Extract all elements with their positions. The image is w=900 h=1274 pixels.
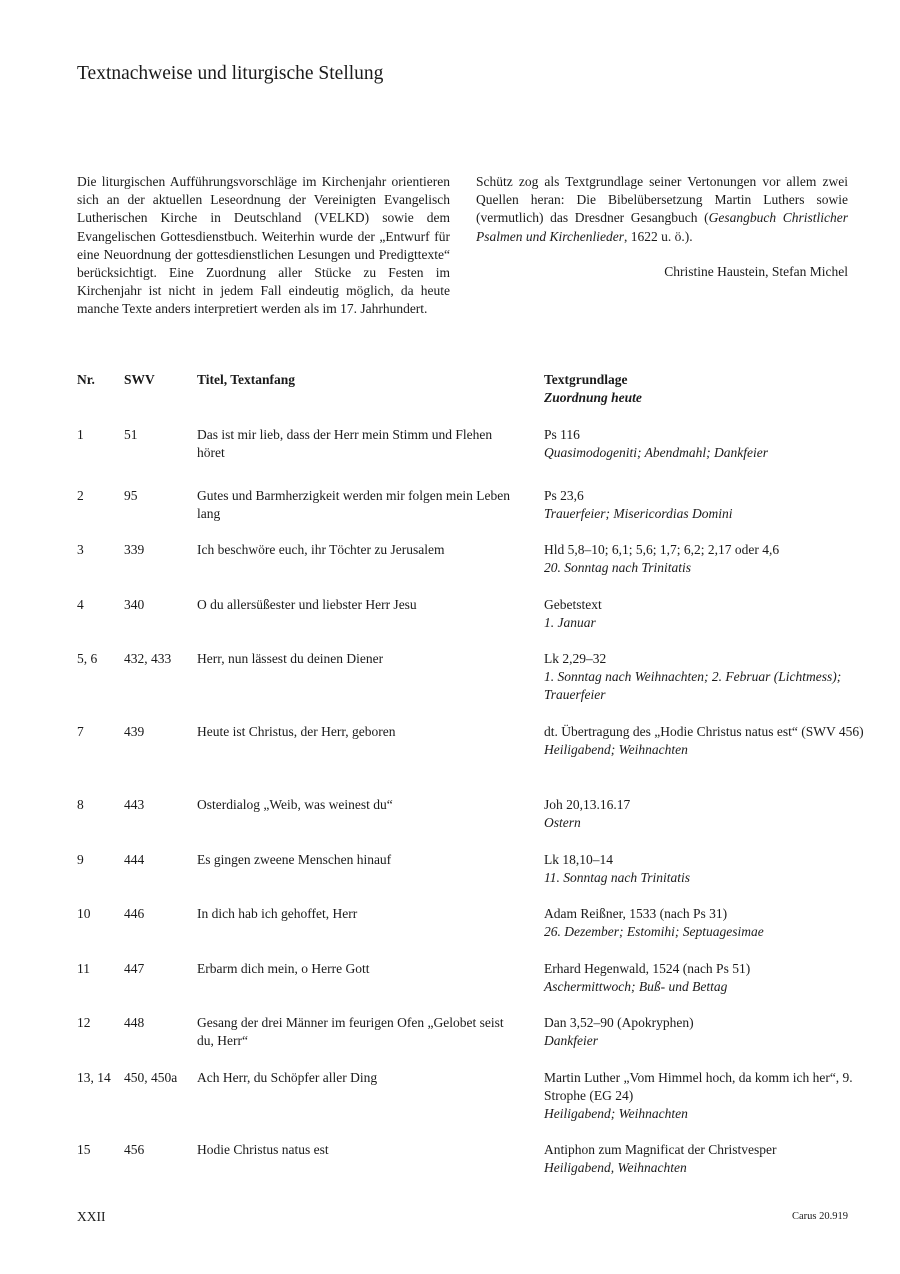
row-swv: 444 [124,852,145,867]
row-source-cell [544,796,864,832]
row-nr: 12 [77,1015,91,1030]
row-nr: 13, 14 [77,1070,111,1085]
row-nr: 15 [77,1142,91,1157]
row-title: Herr, nun lässest du deinen Diener [197,651,384,666]
row-source: Ps 23,6 [544,488,584,503]
row-swv: 439 [124,724,145,739]
row-source: Joh 20,13.16.17 [544,797,631,812]
row-nr: 9 [77,852,84,867]
row-source-cell [544,487,864,523]
row-source: Erhard Hegenwald, 1524 (nach Ps 51) [544,961,751,976]
header-swv: SWV [124,372,155,387]
row-source: dt. Übertragung des „Hodie Christus natus est“ (SWV 456) [544,724,864,739]
row-assignment: Dankfeier [544,1033,598,1049]
row-source-cell [544,723,864,759]
row-source: Lk 2,29–32 [544,651,607,666]
row-swv: 450, 450a [124,1070,178,1085]
row-source-cell [544,1141,864,1177]
row-title: Das ist mir lieb, dass der Herr mein Stimm und Flehen höret [197,427,493,461]
row-assignment: 26. Dezember; Estomihi; Septuagesimae [544,924,764,940]
row-assignment: 1. Januar [544,615,596,631]
row-assignment: Heiligabend, Weihnachten [544,1160,687,1176]
row-title: Erbarm dich mein, o Herre Gott [197,961,370,976]
header-source-column [544,371,864,407]
header-title: Titel, Textanfang [197,372,296,387]
row-assignment: Trauerfeier; Misericordias Domini [544,506,733,522]
row-assignment: 11. Sonntag nach Trinitatis [544,870,691,886]
row-source: Gebetstext [544,597,602,612]
row-assignment: Heiligabend; Weihnachten [544,1106,688,1122]
row-source: Antiphon zum Magnificat der Christvesper [544,1142,777,1157]
authors: Christine Haustein, Stefan Michel [664,263,848,279]
row-swv: 446 [124,906,145,921]
row-swv: 95 [124,488,138,503]
row-swv: 447 [124,961,145,976]
row-title: Osterdialog „Weib, was weinest du“ [197,797,393,812]
row-nr: 7 [77,724,84,739]
intro-sources-text-end: , 1622 u. ö.). [623,228,693,244]
row-nr: 11 [77,961,90,976]
row-source-cell [544,905,864,941]
row-assignment: Ostern [544,815,581,831]
header-assignment: Zuordnung heute [544,390,642,406]
row-title: Heute ist Christus, der Herr, geboren [197,724,396,739]
row-source: Hld 5,8–10; 6,1; 5,6; 1,7; 6,2; 2,17 oder 4,6 [544,542,780,557]
row-title: Gesang der drei Männer im feurigen Ofen „Gelobet seist du, Herr“ [197,1015,504,1049]
row-assignment: Heiligabend; Weihnachten [544,742,688,758]
row-assignment: 20. Sonntag nach Trinitatis [544,560,692,576]
row-assignment: 1. Sonntag nach Weihnachten; 2. Februar (Lichtmess); Trauerfeier [544,669,842,703]
row-source-cell [544,426,864,462]
catalog-number: Carus 20.919 [792,1211,848,1222]
header-nr: Nr. [77,372,95,387]
row-source-cell [544,1069,864,1124]
row-title: In dich hab ich gehoffet, Herr [197,906,358,921]
row-source: Ps 116 [544,427,580,442]
row-title: O du allersüßester und liebster Herr Jesu [197,597,417,612]
row-title: Gutes und Barmherzigkeit werden mir folgen mein Leben lang [197,488,511,522]
row-swv: 456 [124,1142,145,1157]
row-title: Ach Herr, du Schöpfer aller Ding [197,1070,378,1085]
page-number: XXII [77,1209,106,1224]
row-source: Martin Luther „Vom Himmel hoch, da komm ich her“, 9. Strophe (EG 24) [544,1070,853,1104]
row-swv: 339 [124,542,145,557]
row-swv: 340 [124,597,145,612]
intro-paragraph: Die liturgischen Aufführungsvorschläge im Kirchenjahr orientieren sich an der aktuellen Leseordnung der Vereinigten Evangelisch Lutherischen Kirche in Deutschland (VELKD) sowie dem Evangelischen Gottesdienstbuch. Weiterhin wurde der „Entwurf für eine Neuordnung der gottesdienstlichen Lesungen und Predigttexte“ berücksichtigt. Eine Zuordnung aller Stücke zu Festen im Kirchenjahr ist nicht in jedem Fall eindeutig möglich, da heute manche Texte anders interpretiert werden als im 17. Jahrhundert. [77,174,450,317]
row-source-cell [544,960,864,996]
row-nr: 3 [77,542,84,557]
row-nr: 5, 6 [77,651,98,666]
row-source: Dan 3,52–90 (Apokryphen) [544,1015,694,1030]
intro-left-column [77,173,450,319]
row-source: Adam Reißner, 1533 (nach Ps 31) [544,906,728,921]
row-title: Hodie Christus natus est [197,1142,329,1157]
row-nr: 1 [77,427,84,442]
page-title: Textnachweise und liturgische Stellung [77,63,384,84]
row-source-cell [544,596,864,632]
row-source-cell [544,541,864,577]
header-source: Textgrundlage [544,372,628,387]
row-source-cell [544,851,864,887]
row-title: Ich beschwöre euch, ihr Töchter zu Jerusalem [197,542,445,557]
row-title: Es gingen zweene Menschen hinauf [197,852,392,867]
row-nr: 10 [77,906,91,921]
row-assignment: Aschermittwoch; Buß- und Bettag [544,979,728,995]
intro-sources-text: Schütz zog als Textgrundlage seiner Vertonungen vor allem zwei Quellen heran: Die Bibelübersetzung Martin Luthers sowie (vermutlich) das Dresdner Gesangbuch ( [476,174,848,226]
row-nr: 8 [77,797,84,812]
row-source-cell [544,650,864,705]
row-nr: 4 [77,597,84,612]
intro-sources-paragraph [476,173,848,246]
intro-sources-hymnal-title: Gesangbuch Christlicher Psalmen und Kirchenlieder [476,210,848,244]
row-swv: 448 [124,1015,145,1030]
row-swv: 51 [124,427,138,442]
row-nr: 2 [77,488,84,503]
row-assignment: Quasimodogeniti; Abendmahl; Dankfeier [544,445,768,461]
intro-right-column [476,173,848,281]
row-swv: 432, 433 [124,651,172,666]
row-source: Lk 18,10–14 [544,852,613,867]
row-swv: 443 [124,797,145,812]
row-source-cell [544,1014,864,1050]
